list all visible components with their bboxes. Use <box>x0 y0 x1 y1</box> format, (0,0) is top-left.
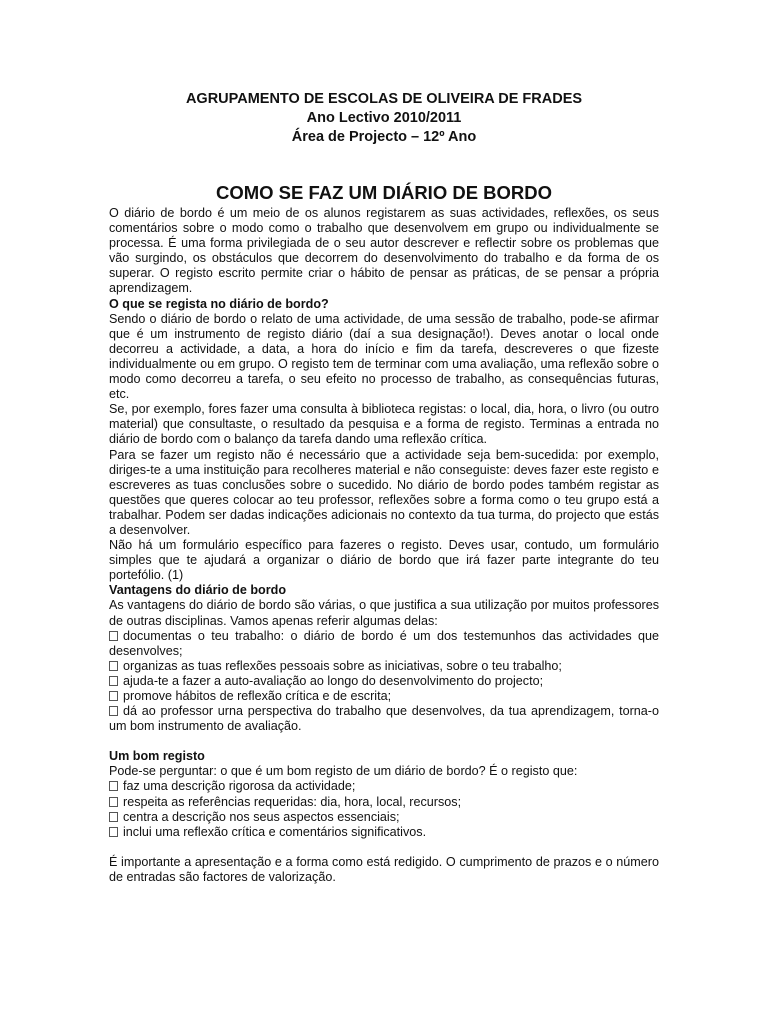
bullet-box-icon <box>109 631 118 641</box>
list-item: inclui uma reflexão crítica e comentários significativos. <box>109 825 659 840</box>
spacer <box>109 840 659 855</box>
subject-line: Área de Projecto – 12º Ano <box>291 129 477 145</box>
paragraph: Não há um formulário específico para fazeres o registo. Deves usar, contudo, um formulário simples que te ajudará a organizar o diário de bordo que irá fazer parte integrante do teu portefólio. (1) <box>109 538 659 583</box>
page-title: COMO SE FAZ UM DIÁRIO DE BORDO <box>215 182 553 203</box>
paragraph: Sendo o diário de bordo o relato de uma actividade, de uma sessão de trabalho, pode-se afirmar que é um instrumento de registo diário (daí a sua designação!). Deves anotar o local onde decorreu a actividade, a data, a hora do início e fim da tarefa, descreveres o que fizeste individualmente ou em grupo. O registo tem de terminar com uma avaliação, uma reflexão sobre o modo como decorreu a tarefa, o seu efeito no processo de trabalho, as consequências futuras, etc. <box>109 311 659 402</box>
paragraph: Para se fazer um registo não é necessário que a actividade seja bem-sucedida: por exemplo, diriges-te a uma instituição para recolheres material e não conseguiste: deves fazer este registo e escreveres as tuas conclusões sobre o sucedido. No diário de bordo podes também registar as questões que queres colocar ao teu professor, reflexões sobre a forma como o teu grupo está a trabalhar. Podem ser dadas indicações adicionais no contexto da tua turma, do projecto que estás a desenvolver. <box>109 447 659 537</box>
section-heading-good-record: Um bom registo <box>109 749 205 764</box>
bullet-box-icon <box>109 661 118 671</box>
list-item: ajuda-te a fazer a auto-avaliação ao longo do desenvolvimento do projecto; <box>109 674 659 689</box>
paragraph: Pode-se perguntar: o que é um bom registo de um diário de bordo? É o registo que: <box>109 764 578 779</box>
bullet-box-icon <box>109 797 118 807</box>
closing-paragraph: É importante a apresentação e a forma como está redigido. O cumprimento de prazos e o número de entradas são factores de valorização. <box>109 854 659 884</box>
school-name: AGRUPAMENTO DE ESCOLAS DE OLIVEIRA DE FRADES <box>185 91 583 107</box>
school-year: Ano Lectivo 2010/2011 <box>306 110 462 126</box>
list-item: promove hábitos de reflexão crítica e de escrita; <box>109 689 659 704</box>
intro-paragraph: O diário de bordo é um meio de os alunos registarem as suas actividades, reflexões, os seus comentários sobre o modo como o trabalho que desenvolvem em grupo ou individualmente se processa. É uma forma privilegiada de o seu autor descrever e reflectir sobre os problemas que vão surgindo, os obstáculos que decorrem do desenvolvimento do trabalho e da forma de os superar. O registo escrito permite criar o hábito de pensar as práticas, de se pensar a própria aprendizagem. <box>109 206 659 296</box>
spacer <box>109 734 659 749</box>
good-record-list <box>109 779 659 839</box>
paragraph: As vantagens do diário de bordo são várias, o que justifica a sua utilização por muitos professores de outras disciplinas. Vamos apenas referir algumas delas: <box>109 598 659 628</box>
section-heading-what-to-record: O que se regista no diário de bordo? <box>109 296 329 311</box>
list-item: documentas o teu trabalho: o diário de bordo é um dos testemunhos das actividades que desenvolves; <box>109 628 659 658</box>
paragraph: Se, por exemplo, fores fazer uma consulta à biblioteca registas: o local, dia, hora, o livro (ou outro material) que consultaste, o resultado da pesquisa e a forma de registo. Terminas a entrada no diário de bordo com o balanço da tarefa dando uma reflexão crítica. <box>109 402 659 447</box>
advantages-list <box>109 629 659 735</box>
list-item: respeita as referências requeridas: dia, hora, local, recursos; <box>109 795 659 810</box>
list-item: dá ao professor urna perspectiva do trabalho que desenvolves, da tua aprendizagem, torna-o um bom instrumento de avaliação. <box>109 704 659 734</box>
list-item: centra a descrição nos seus aspectos essenciais; <box>109 810 659 825</box>
bullet-box-icon <box>109 676 118 686</box>
document-header <box>0 90 768 147</box>
bullet-box-icon <box>109 781 118 791</box>
document-body <box>109 206 659 885</box>
bullet-box-icon <box>109 827 118 837</box>
bullet-box-icon <box>109 812 118 822</box>
bullet-box-icon <box>109 706 118 716</box>
bullet-box-icon <box>109 691 118 701</box>
section-heading-advantages: Vantagens do diário de bordo <box>109 583 287 598</box>
list-item: organizas as tuas reflexões pessoais sobre as iniciativas, sobre o teu trabalho; <box>109 659 659 674</box>
list-item: faz uma descrição rigorosa da actividade; <box>109 779 659 794</box>
